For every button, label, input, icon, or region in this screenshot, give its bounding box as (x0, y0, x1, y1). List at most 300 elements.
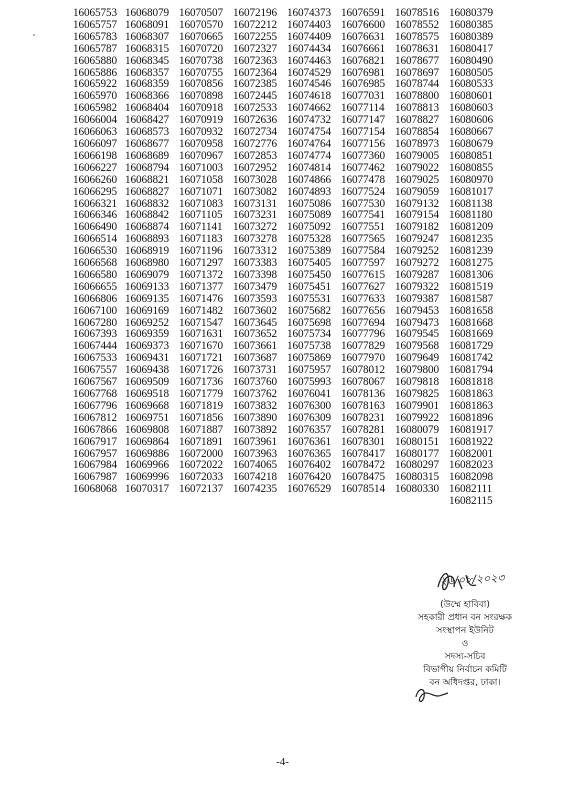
candidate-number-cell: 16075405 (287, 257, 331, 270)
candidate-number-cell: 16067984 (73, 459, 117, 472)
candidate-number-cell: 16074373 (287, 7, 331, 19)
candidate-number-cell: 16078552 (395, 18, 439, 31)
candidate-number-cell: 16075089 (287, 209, 331, 222)
candidate-number-cell: 16065753 (73, 7, 117, 19)
candidate-number-cell: 16074732 (287, 114, 331, 127)
table-row (73, 151, 503, 163)
candidate-number-cell: 16073602 (233, 304, 277, 317)
candidate-number-cell: 16071891 (179, 435, 223, 448)
candidate-number-cell: 16082023 (449, 459, 493, 472)
candidate-number-cell: 16072327 (233, 42, 277, 55)
candidate-number-cell: 16065787 (73, 42, 117, 55)
candidate-number-cell: 16070738 (179, 54, 223, 67)
candidate-number-cell: 16078514 (341, 483, 385, 496)
candidate-number-cell: 16072363 (233, 54, 277, 67)
candidate-number-cell: 16077541 (341, 209, 385, 222)
candidate-number-cell: 16078136 (341, 388, 385, 400)
candidate-number-cell: 16070665 (179, 30, 223, 43)
table-row (73, 175, 503, 187)
signatory-details (370, 599, 560, 690)
candidate-number-cell: 16078475 (341, 471, 385, 484)
candidate-number-cell: 16071297 (179, 257, 223, 270)
candidate-number-cell: 16078631 (395, 42, 439, 55)
candidate-number-cell: 16072445 (233, 90, 277, 103)
candidate-number-cell: 16074065 (233, 459, 277, 472)
candidate-number-cell: 16069438 (125, 364, 169, 377)
candidate-number-cell: 16066198 (73, 149, 117, 162)
candidate-number-cell: 16068079 (125, 7, 169, 19)
candidate-number-cell: 16076309 (287, 411, 331, 424)
candidate-number-cell: 16077829 (341, 340, 385, 353)
candidate-number-cell: 16069252 (125, 316, 169, 329)
candidate-number-cell: 16068357 (125, 66, 169, 79)
candidate-number-cell: 16080151 (395, 435, 439, 448)
candidate-number-cell: 16078854 (395, 126, 439, 139)
candidate-number-cell: 16077597 (341, 257, 385, 270)
candidate-number-cell: 16076402 (287, 459, 331, 472)
candidate-number-cell: 16071083 (179, 197, 223, 210)
candidate-number-cell: 16081180 (449, 209, 493, 222)
candidate-number-cell: 16079132 (395, 197, 439, 210)
candidate-number-cell: 16069518 (125, 388, 169, 400)
candidate-number-cell: 16075531 (287, 292, 331, 305)
candidate-number-cell: 16066227 (73, 161, 117, 174)
candidate-number-cell: 16081818 (449, 376, 493, 389)
signatory-office: বন অধিদপ্তর, ঢাকা। (429, 678, 501, 688)
candidate-number-cell: 16071631 (179, 328, 223, 341)
candidate-number-cell: 16075389 (287, 245, 331, 258)
candidate-number-cell: 16070932 (179, 126, 223, 139)
candidate-number-cell: 16079005 (395, 149, 439, 162)
candidate-number-cell: 16068307 (125, 30, 169, 43)
candidate-number-cell: 16065982 (73, 102, 117, 115)
candidate-number-cell: 16073028 (233, 173, 277, 186)
candidate-number-cell (395, 496, 449, 508)
candidate-number-cell: 16071183 (179, 233, 223, 246)
candidate-number-cell: 16067768 (73, 388, 117, 400)
candidate-number-cell: 16073398 (233, 268, 277, 281)
candidate-number-cell: 16080851 (449, 149, 493, 162)
candidate-number-cell: 16069359 (125, 328, 169, 341)
candidate-number-cell (341, 496, 395, 508)
candidate-number-cell: 16076529 (287, 483, 331, 496)
candidate-number-cell: 16071071 (179, 185, 223, 198)
candidate-number-cell: 16078827 (395, 114, 439, 127)
candidate-number-cell: 16066063 (73, 126, 117, 139)
candidate-number-cell: 16065886 (73, 66, 117, 79)
candidate-number-cell: 16072776 (233, 137, 277, 150)
candidate-number-cell: 16082115 (449, 495, 493, 508)
candidate-number-cell: 16080603 (449, 102, 493, 115)
candidate-number-cell: 16071779 (179, 388, 223, 400)
candidate-number-cell: 16079453 (395, 304, 439, 317)
candidate-number-cell: 16076357 (287, 423, 331, 436)
candidate-number-cell: 16065880 (73, 54, 117, 67)
candidate-number-cell: 16080505 (449, 66, 493, 79)
candidate-number-cell: 16075738 (287, 340, 331, 353)
candidate-number-cell: 16077147 (341, 114, 385, 127)
candidate-number-cell: 16068893 (125, 233, 169, 246)
candidate-number-cell: 16081519 (449, 280, 493, 293)
candidate-number-cell: 16078813 (395, 102, 439, 115)
candidate-number-cell: 16072952 (233, 161, 277, 174)
candidate-number-cell: 16079825 (395, 388, 439, 400)
candidate-number-cell: 16079287 (395, 268, 439, 281)
candidate-number-cell: 16080079 (395, 423, 439, 436)
candidate-number-cell: 16073645 (233, 316, 277, 329)
candidate-number-cell: 16079922 (395, 411, 439, 424)
candidate-number-cell: 16067812 (73, 411, 117, 424)
candidate-number-cell: 16081794 (449, 364, 493, 377)
candidate-number-cell: 16068827 (125, 185, 169, 198)
candidate-number-cell: 16076661 (341, 42, 385, 55)
candidate-number-cell: 16068919 (125, 245, 169, 258)
candidate-number-cell: 16073312 (233, 245, 277, 258)
candidate-number-cell: 16069135 (125, 292, 169, 305)
candidate-number-cell: 16069079 (125, 268, 169, 281)
candidate-number-cell: 16067567 (73, 376, 117, 389)
candidate-number-cell: 16081306 (449, 268, 493, 281)
candidate-number-cell: 16079252 (395, 245, 439, 258)
candidate-number-cell: 16079154 (395, 209, 439, 222)
candidate-number-cell: 16072033 (179, 471, 223, 484)
candidate-number-cell: 16076591 (341, 7, 385, 19)
candidate-number-cell: 16077114 (341, 102, 385, 115)
candidate-number-cell: 16069133 (125, 280, 169, 293)
candidate-number-cell: 16071856 (179, 411, 223, 424)
candidate-number-cell: 16068689 (125, 149, 169, 162)
candidate-number-cell: 16075328 (287, 233, 331, 246)
candidate-number-cell: 16066580 (73, 268, 117, 281)
candidate-number-cell: 16068366 (125, 90, 169, 103)
candidate-number-cell: 16077524 (341, 185, 385, 198)
candidate-number-cell: 16074662 (287, 102, 331, 115)
candidate-number-cell: 16074409 (287, 30, 331, 43)
candidate-number-cell (287, 496, 341, 508)
candidate-number-cell: 16078575 (395, 30, 439, 43)
candidate-number-cell: 16070856 (179, 78, 223, 91)
candidate-number-cell: 16075734 (287, 328, 331, 341)
candidate-number-cell: 16074463 (287, 54, 331, 67)
candidate-number-cell: 16079387 (395, 292, 439, 305)
candidate-number-cell: 16080389 (449, 30, 493, 43)
candidate-number-cell: 16068573 (125, 126, 169, 139)
candidate-number-cell: 16072196 (233, 7, 277, 19)
candidate-number-cell: 16076821 (341, 54, 385, 67)
candidate-number-cell: 16070967 (179, 149, 223, 162)
candidate-number-cell: 16077360 (341, 149, 385, 162)
candidate-number-cell: 16074546 (287, 78, 331, 91)
candidate-number-cell: 16077462 (341, 161, 385, 174)
candidate-number-cell: 16075086 (287, 197, 331, 210)
candidate-number-cell: 16067280 (73, 316, 117, 329)
candidate-number-cell: 16071819 (179, 399, 223, 412)
candidate-number-cell: 16077551 (341, 221, 385, 234)
candidate-number-cell: 16067796 (73, 399, 117, 412)
candidate-number-cell: 16075698 (287, 316, 331, 329)
initials-signature-icon (412, 683, 452, 707)
candidate-number-cell: 16073131 (233, 197, 277, 210)
candidate-number-cell: 16077656 (341, 304, 385, 317)
candidate-number-cell: 16080177 (395, 447, 439, 460)
candidate-number-cell: 16073593 (233, 292, 277, 305)
candidate-number-cell: 16080601 (449, 90, 493, 103)
candidate-number-cell: 16066004 (73, 114, 117, 127)
candidate-number-cell: 16071736 (179, 376, 223, 389)
candidate-number-cell: 16077031 (341, 90, 385, 103)
candidate-number-cell: 16078516 (395, 7, 439, 19)
candidate-number-cell: 16074403 (287, 18, 331, 31)
candidate-number-cell: 16082001 (449, 447, 493, 460)
candidate-number-cell: 16077796 (341, 328, 385, 341)
candidate-number-cell: 16076300 (287, 399, 331, 412)
candidate-number-cell: 16079818 (395, 376, 439, 389)
candidate-number-cell: 16065970 (73, 90, 117, 103)
candidate-number-cell: 16073731 (233, 364, 277, 377)
candidate-number-cell: 16073687 (233, 352, 277, 365)
candidate-number-cell: 16075869 (287, 352, 331, 365)
page-number: -4- (276, 756, 289, 768)
candidate-number-cell: 16078301 (341, 435, 385, 448)
signatory-unit: সংস্থাপন ইউনিট (436, 626, 494, 636)
candidate-number-cell: 16080417 (449, 42, 493, 55)
candidate-number-cell: 16071482 (179, 304, 223, 317)
candidate-number-cell: 16073890 (233, 411, 277, 424)
candidate-number-cell: 16072137 (179, 483, 223, 496)
candidate-number-cell: 16077627 (341, 280, 385, 293)
candidate-number-cell: 16069886 (125, 447, 169, 460)
candidate-number-cell: 16081669 (449, 328, 493, 341)
candidate-number-cell: 16073762 (233, 388, 277, 400)
candidate-number-cell: 16074235 (233, 483, 277, 496)
candidate-number-cell: 16076985 (341, 78, 385, 91)
candidate-number-cell: 16079545 (395, 328, 439, 341)
candidate-number-cell: 16069864 (125, 435, 169, 448)
candidate-number-cell: 16071670 (179, 340, 223, 353)
candidate-number-cell: 16072022 (179, 459, 223, 472)
candidate-number-cell: 16080330 (395, 483, 439, 496)
table-row (73, 294, 503, 306)
candidate-number-cell: 16074893 (287, 185, 331, 198)
candidate-number-cell: 16074218 (233, 471, 277, 484)
candidate-number-cell: 16076365 (287, 447, 331, 460)
candidate-number-cell: 16080606 (449, 114, 493, 127)
candidate-number-cell: 16081668 (449, 316, 493, 329)
candidate-number-cell: 16080297 (395, 459, 439, 472)
candidate-number-cell: 16078417 (341, 447, 385, 460)
candidate-number-cell: 16069373 (125, 340, 169, 353)
candidate-number-cell: 16073272 (233, 221, 277, 234)
candidate-number-cell: 16081896 (449, 411, 493, 424)
table-row (73, 496, 503, 508)
candidate-number-cell: 16079800 (395, 364, 439, 377)
candidate-number-cell: 16078973 (395, 137, 439, 150)
candidate-number-cell: 16067393 (73, 328, 117, 341)
candidate-number-cell: 16078281 (341, 423, 385, 436)
table-row (73, 32, 503, 44)
candidate-number-cell: 16081235 (449, 233, 493, 246)
candidate-number-cell: 16070507 (179, 7, 223, 19)
candidate-number-cell: 16079649 (395, 352, 439, 365)
candidate-number-cell: 16071141 (179, 221, 223, 234)
candidate-number-cell: 16073661 (233, 340, 277, 353)
signatory-conjunction: ও (461, 639, 469, 649)
candidate-number-cell: 16068677 (125, 137, 169, 150)
candidate-number-cell: 16070570 (179, 18, 223, 31)
candidate-number-cell: 16074754 (287, 126, 331, 139)
candidate-number-cell: 16075957 (287, 364, 331, 377)
table-row (73, 437, 503, 449)
candidate-number-cell: 16070918 (179, 102, 223, 115)
signatory-role: সদস্য-সচিব (444, 652, 486, 662)
candidate-number-cell: 16066806 (73, 292, 117, 305)
candidate-number-cell: 16071476 (179, 292, 223, 305)
candidate-number-cell: 16076420 (287, 471, 331, 484)
signature-date: ২৬/০৮/২০২৩ (439, 571, 505, 588)
candidate-number-cell: 16069509 (125, 376, 169, 389)
signature-block (370, 565, 560, 715)
candidate-number-cell: 16065783 (73, 30, 117, 43)
candidate-number-cell: 16070958 (179, 137, 223, 150)
candidate-number-cell (125, 496, 179, 508)
candidate-number-cell: 16077154 (341, 126, 385, 139)
candidate-number-cell: 16078697 (395, 66, 439, 79)
table-row (73, 306, 503, 318)
candidate-number-cell: 16078163 (341, 399, 385, 412)
candidate-number-cell: 16067866 (73, 423, 117, 436)
table-row (73, 163, 503, 175)
table-row (73, 413, 503, 425)
candidate-number-cell: 16065922 (73, 78, 117, 91)
table-row (73, 425, 503, 437)
candidate-number-cell: 16079322 (395, 280, 439, 293)
candidate-number-cell: 16081729 (449, 340, 493, 353)
candidate-number-cell: 16066260 (73, 173, 117, 186)
candidate-number-cell: 16081587 (449, 292, 493, 305)
candidate-number-table (73, 8, 503, 508)
candidate-number-cell: 16074434 (287, 42, 331, 55)
candidate-number-cell: 16077584 (341, 245, 385, 258)
candidate-number-cell: 16074618 (287, 90, 331, 103)
candidate-number-cell: 16071887 (179, 423, 223, 436)
candidate-number-cell: 16073278 (233, 233, 277, 246)
candidate-number-cell: 16076981 (341, 66, 385, 79)
candidate-number-cell: 16080315 (395, 471, 439, 484)
candidate-number-cell: 16079901 (395, 399, 439, 412)
candidate-number-cell: 16079247 (395, 233, 439, 246)
candidate-number-cell: 16067987 (73, 471, 117, 484)
candidate-number-cell: 16066655 (73, 280, 117, 293)
candidate-number-cell: 16069996 (125, 471, 169, 484)
candidate-number-cell: 16068794 (125, 161, 169, 174)
candidate-number-cell: 16067957 (73, 447, 117, 460)
candidate-number-cell: 16073082 (233, 185, 277, 198)
candidate-number-cell: 16081138 (449, 197, 493, 210)
candidate-number-cell: 16079022 (395, 161, 439, 174)
table-row (73, 187, 503, 199)
candidate-number-cell: 16073961 (233, 435, 277, 448)
candidate-number-cell: 16071105 (179, 209, 223, 222)
candidate-number-cell: 16071547 (179, 316, 223, 329)
candidate-number-cell: 16066490 (73, 221, 117, 234)
candidate-number-cell: 16078231 (341, 411, 385, 424)
signatory-designation: সহকারী প্রধান বন সংরক্ষক (417, 613, 513, 623)
candidate-number-cell: 16079568 (395, 340, 439, 353)
candidate-number-cell: 16073832 (233, 399, 277, 412)
candidate-number-cell: 16077694 (341, 316, 385, 329)
candidate-number-cell: 16071196 (179, 245, 223, 258)
candidate-number-cell: 16074866 (287, 173, 331, 186)
candidate-number-cell: 16079473 (395, 316, 439, 329)
candidate-number-cell (73, 496, 125, 508)
candidate-number-cell: 16077633 (341, 292, 385, 305)
candidate-number-cell: 16075993 (287, 376, 331, 389)
candidate-number-cell: 16077478 (341, 173, 385, 186)
candidate-number-cell: 16070898 (179, 90, 223, 103)
candidate-number-cell: 16076631 (341, 30, 385, 43)
candidate-number-cell: 16082111 (449, 483, 493, 496)
candidate-number-cell: 16078067 (341, 376, 385, 389)
candidate-number-cell: 16068359 (125, 78, 169, 91)
candidate-number-cell: 16066568 (73, 257, 117, 270)
candidate-number-cell: 16081658 (449, 304, 493, 317)
candidate-number-cell: 16066530 (73, 245, 117, 258)
candidate-number-cell: 16073892 (233, 423, 277, 436)
candidate-number-cell: 16079059 (395, 185, 439, 198)
candidate-number-cell: 16072636 (233, 114, 277, 127)
candidate-number-cell: 16077615 (341, 268, 385, 281)
candidate-number-cell: 16070755 (179, 66, 223, 79)
candidate-number-cell: 16071377 (179, 280, 223, 293)
candidate-number-cell: 16068404 (125, 102, 169, 115)
candidate-number-cell: 16066321 (73, 197, 117, 210)
candidate-number-cell: 16077565 (341, 233, 385, 246)
candidate-number-cell: 16081239 (449, 245, 493, 258)
signatory-committee: বিভাগীয় নির্বাচন কমিটি (423, 665, 507, 675)
candidate-number-cell: 16069668 (125, 399, 169, 412)
candidate-number-cell: 16072533 (233, 102, 277, 115)
candidate-number-cell: 16066295 (73, 185, 117, 198)
candidate-number-cell: 16070919 (179, 114, 223, 127)
scan-mark (33, 34, 35, 36)
candidate-number-cell: 16071726 (179, 364, 223, 377)
candidate-number-cell: 16080679 (449, 137, 493, 150)
candidate-number-cell: 16068980 (125, 257, 169, 270)
candidate-number-cell: 16074814 (287, 161, 331, 174)
candidate-number-cell: 16065757 (73, 18, 117, 31)
candidate-number-cell: 16075450 (287, 268, 331, 281)
candidate-number-cell: 16070317 (125, 483, 169, 496)
candidate-number-cell: 16067917 (73, 435, 117, 448)
table-row (73, 44, 503, 56)
signatory-name: (উম্মে হাবিবা) (440, 600, 490, 610)
candidate-number-cell: 16067533 (73, 352, 117, 365)
candidate-number-cell: 16080490 (449, 54, 493, 67)
candidate-number-cell: 16069966 (125, 459, 169, 472)
candidate-number-cell: 16081863 (449, 388, 493, 400)
candidate-number-cell: 16080533 (449, 78, 493, 91)
table-row (73, 282, 503, 294)
candidate-number-cell: 16079025 (395, 173, 439, 186)
candidate-number-cell: 16082098 (449, 471, 493, 484)
candidate-number-cell: 16073383 (233, 257, 277, 270)
candidate-number-cell: 16068345 (125, 54, 169, 67)
candidate-number-cell: 16072364 (233, 66, 277, 79)
candidate-number-cell: 16066514 (73, 233, 117, 246)
candidate-number-cell: 16068068 (73, 483, 117, 496)
candidate-number-cell: 16074774 (287, 149, 331, 162)
candidate-number-cell: 16066346 (73, 209, 117, 222)
